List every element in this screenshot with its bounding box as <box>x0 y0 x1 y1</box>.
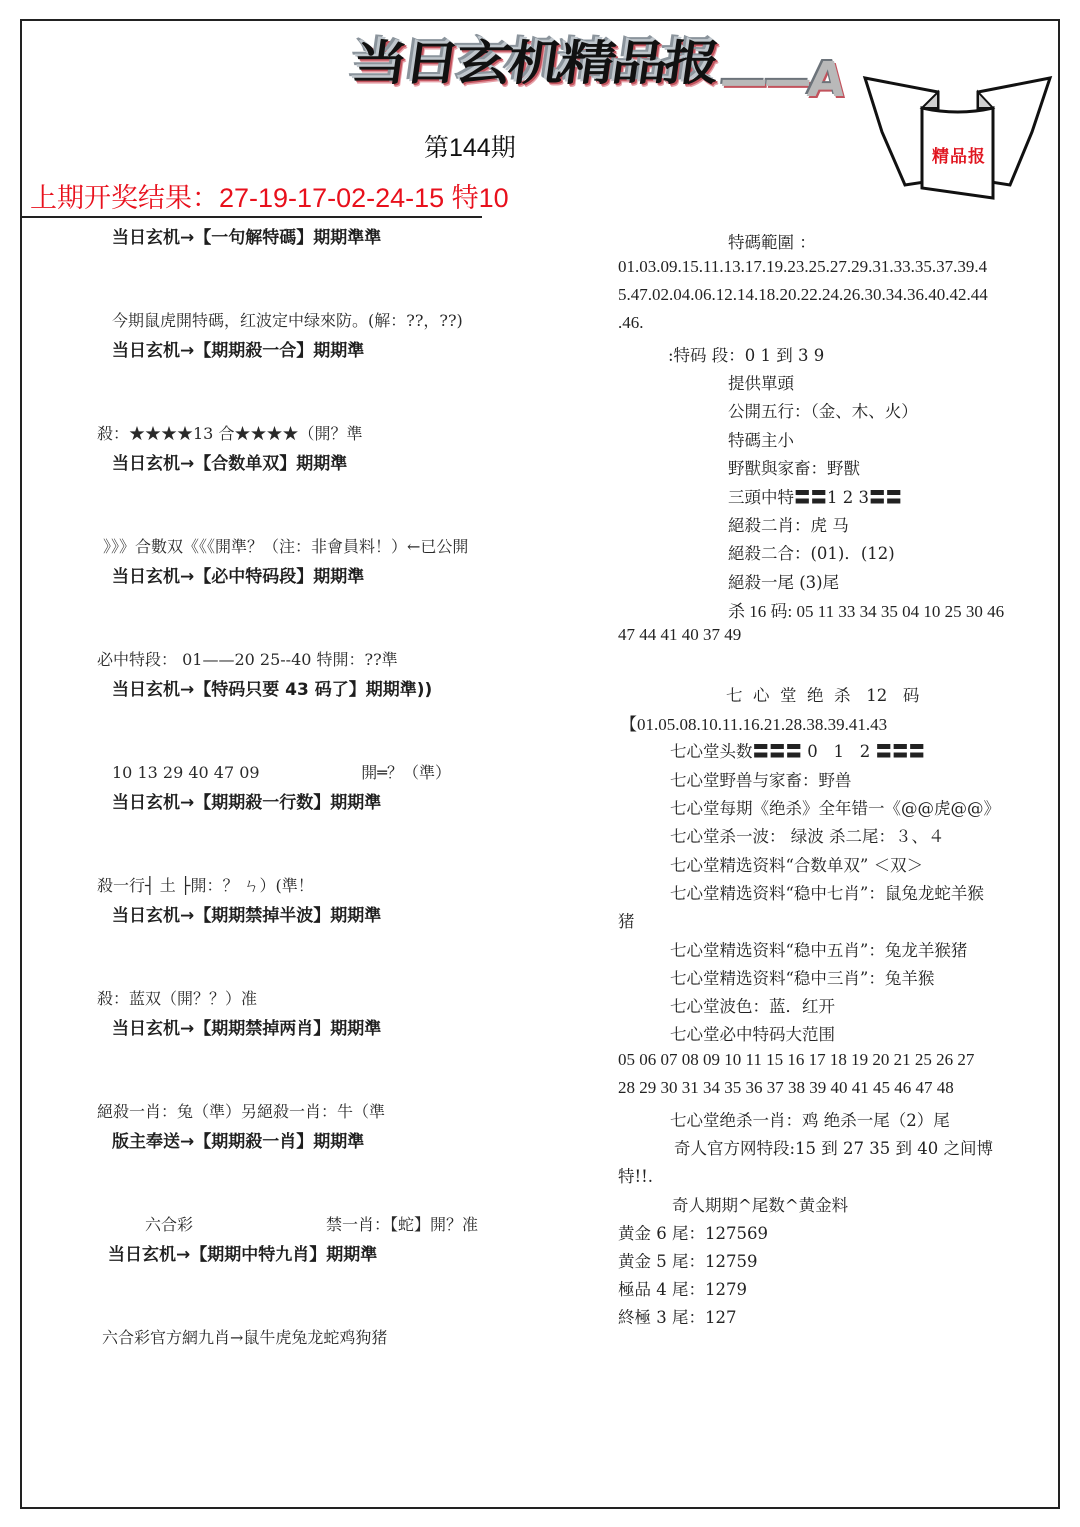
range-line: 01.03.09.15.11.13.17.19.23.25.27.29.31.33.35.37.39.4 <box>618 257 988 276</box>
qxt-item: 七心堂精选资料“合数单双” ＜双＞ <box>670 856 924 875</box>
gold-item: 極品 4 尾：1279 <box>618 1280 747 1299</box>
section-heading: 当日玄机→【期期中特九肖】期期準 <box>108 1245 378 1265</box>
section-heading: 当日玄机→【特码只要 43 码了】期期準)) <box>112 680 433 700</box>
section-heading: 当日玄机→【期期殺一行数】期期準 <box>112 793 382 813</box>
qiren-segment: 奇人官方网特段:15 到 27 35 到 40 之间博 <box>674 1139 994 1158</box>
section-content: 殺一行┤ 土 ├開：？ ㄣ）(準！ <box>97 876 314 895</box>
section-heading: 当日玄机→【期期禁掉两肖】期期準 <box>112 1019 382 1039</box>
five-elements: 公開五行：（金、木、火） <box>728 402 918 421</box>
issue-number: 第144期 <box>424 134 516 162</box>
qxt-item: 七心堂头数〓〓〓 0 1 2 〓〓〓 <box>670 742 925 761</box>
qxt-item: 七心堂杀一波： 绿波 杀二尾：３、４ <box>670 827 945 846</box>
big-range-line: 28 29 30 31 34 35 36 37 38 39 40 41 45 46 47 48 <box>618 1078 954 1097</box>
section-content: 絕殺一肖：兔（準）另絕殺一肖：牛（準 <box>97 1102 386 1121</box>
range-line: .46. <box>618 313 644 332</box>
gold-item: 終極 3 尾：127 <box>618 1308 737 1327</box>
gold-item: 黄金 6 尾：127569 <box>618 1224 768 1243</box>
section-content-left: 六合彩 <box>145 1215 194 1234</box>
section-content: 10 13 29 40 47 09 開═？（準） <box>112 763 451 782</box>
section-heading: 当日玄机→【期期殺一合】期期準 <box>112 341 365 361</box>
section-content: 殺：★★★★13 合★★★★（開？準 <box>97 424 363 443</box>
qiren-segment-wrap: 特!!. <box>618 1167 654 1186</box>
range-line: 5.47.02.04.06.12.14.18.20.22.24.26.30.34.36.40.42.44 <box>618 285 988 304</box>
gold-title: 奇人期期^尾数^黄金料 <box>672 1196 849 1215</box>
ribbon-banner-icon <box>860 70 1055 200</box>
big-range-line: 05 06 07 08 09 10 11 15 16 17 18 19 20 21 25 26 27 <box>618 1050 975 1069</box>
title-suffix: ——A <box>717 52 845 108</box>
single-head: 提供單頭 <box>728 374 794 393</box>
kill-two-sum: 絕殺二合：(01)．(12) <box>728 544 895 563</box>
section-content-right: 禁一肖：【蛇】開？准 <box>326 1215 479 1234</box>
section-content: 必中特段： 01——20 25--40 特開：??準 <box>97 650 398 669</box>
banner-label: 精品报 <box>932 147 986 167</box>
section-content: 殺：蓝双（開？？）准 <box>97 989 258 1008</box>
range-title: 特碼範圍 ： <box>728 233 816 252</box>
section-heading: 当日玄机→【合数单双】期期準 <box>112 454 348 474</box>
kill-16-line: 杀 16 码: 05 11 33 34 35 04 10 25 30 46 <box>728 602 1005 621</box>
qxt-item: 七心堂野兽与家畜：野兽 <box>670 771 852 790</box>
section-heading: 当日玄机→【一句解特碼】期期準準 <box>112 228 382 248</box>
section-content: 六合彩官方網九肖→鼠牛虎兔龙蛇鸡狗猪 <box>102 1328 388 1347</box>
segment: :特码 段：0 1 到 3 9 <box>668 346 825 365</box>
qxt-item: 七心堂精选资料“稳中七肖”：鼠兔龙蛇羊猴 <box>670 884 984 903</box>
page-title-art <box>348 22 845 108</box>
section-content: 今期鼠虎開特碼，红波定中绿來防。(解：??，??) <box>112 311 463 330</box>
section-heading: 当日玄机→【期期禁掉半波】期期準 <box>112 906 382 926</box>
section-content: 》》》合數双《《《開準？（注：非會員料！）←已公開 <box>103 537 469 556</box>
section-heading: 版主奉送→【期期殺一肖】期期準 <box>112 1132 365 1152</box>
kill-two-zodiac: 絕殺二肖：虎 马 <box>728 516 849 535</box>
qxt-item: 七心堂每期《绝杀》全年错一《@@虎@@》 <box>670 799 1000 818</box>
section-heading: 当日玄机→【必中特码段】期期準 <box>112 567 365 587</box>
qxt-item: 七心堂精选资料“稳中三肖”：兔羊猴 <box>670 969 935 988</box>
qxt-item: 七心堂精选资料“稳中五肖”：兔龙羊猴猪 <box>670 941 968 960</box>
title-text: 当日玄机精品报 <box>348 35 720 92</box>
qxt-item: 七心堂必中特码大范围 <box>670 1025 835 1044</box>
qxt-item-wrap: 猪 <box>618 912 635 931</box>
qxt-kill12: 【01.05.08.10.11.16.21.28.38.39.41.43 <box>620 715 888 734</box>
kill-one-tail: 絕殺一尾 (3)尾 <box>728 573 840 592</box>
last-draw-result: 上期开奖结果：27-19-17-02-24-15 特10 <box>30 183 509 213</box>
qxt-title: 七 心 堂 绝 杀 12 码 <box>726 686 920 705</box>
qxt-kill-one: 七心堂绝杀一肖：鸡 绝杀一尾（2）尾 <box>670 1111 950 1130</box>
gold-item: 黄金 5 尾：12759 <box>618 1252 758 1271</box>
qxt-item: 七心堂波色：蓝．红开 <box>670 997 835 1016</box>
kill-16-line: 47 44 41 40 37 49 <box>618 625 742 644</box>
divider <box>20 216 482 218</box>
wild-domestic: 野獸與家畜：野獸 <box>728 459 860 478</box>
three-heads: 三頭中特〓〓1 2 3〓〓 <box>728 488 902 507</box>
size: 特碼主小 <box>728 431 794 450</box>
